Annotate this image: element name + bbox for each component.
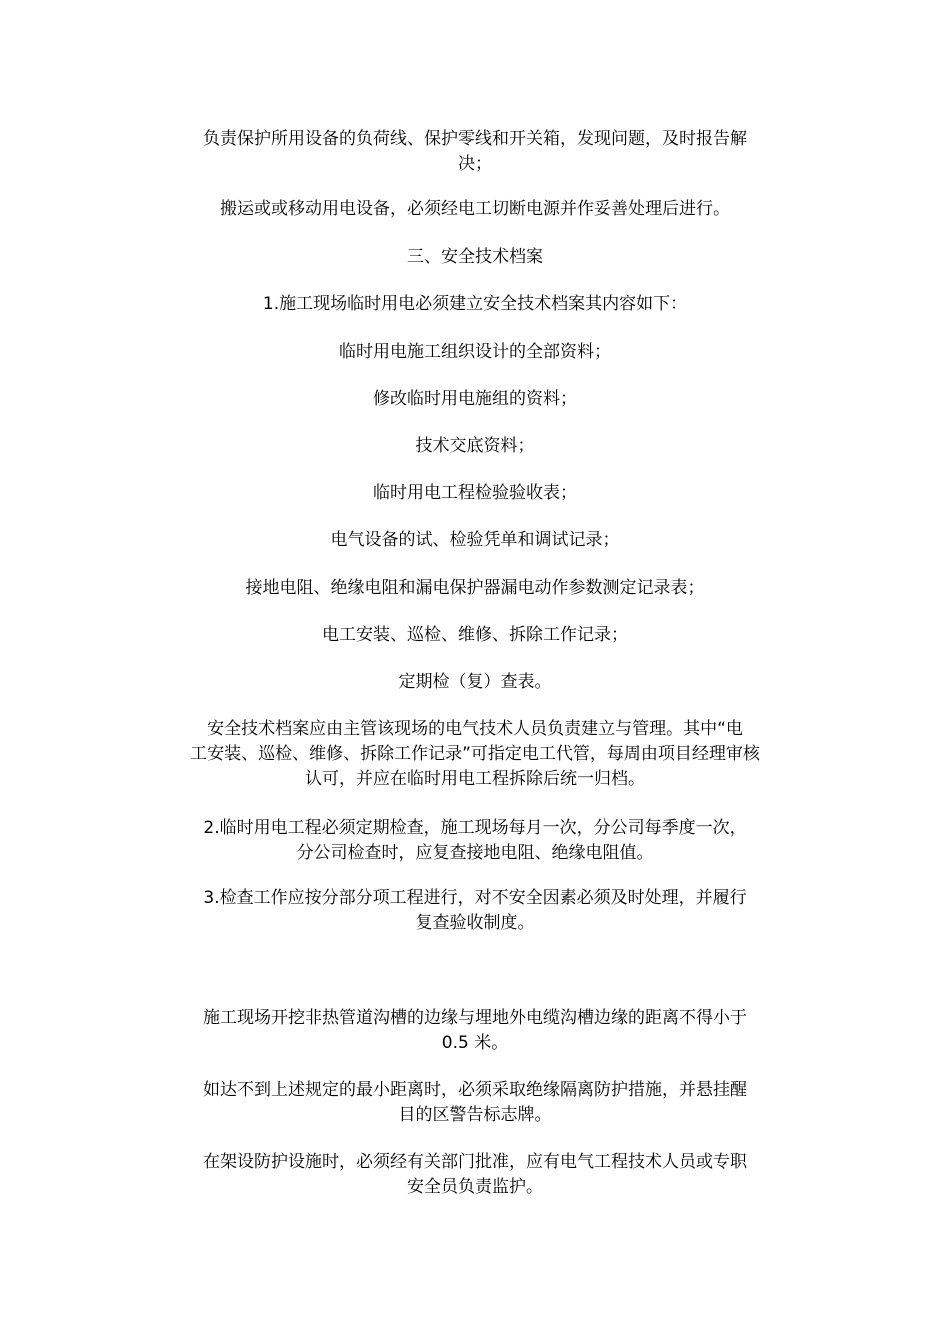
- list-item: 技术交底资料；: [415, 436, 535, 456]
- paragraph-line: 决；: [458, 154, 492, 174]
- list-item: 修改临时用电施组的资料；: [373, 389, 577, 409]
- list-item: 电工安装、巡检、维修、拆除工作记录；: [322, 625, 628, 645]
- paragraph-line: 在架设防护设施时，必须经有关部门批准，应有电气工程技术人员或专职: [203, 1152, 747, 1172]
- paragraph-trench-distance: [150, 1006, 800, 1056]
- paragraph-line: 认可，并应在临时用电工程拆除后统一归档。: [305, 769, 645, 789]
- list-item: 接地电阻、绝缘电阻和漏电保护器漏电动作参数测定记录表；: [245, 578, 705, 598]
- paragraph-supervision: [150, 1150, 800, 1200]
- paragraph-line: 0.5 米。: [441, 1033, 509, 1053]
- paragraph-line: 施工现场开挖非热管道沟槽的边缘与埋地外电缆沟槽边缘的距离不得小于: [203, 1008, 747, 1028]
- paragraph-line: 目的区警告标志牌。: [398, 1105, 552, 1125]
- paragraph-equipment-protection: [150, 127, 800, 177]
- paragraph-line: 复查验收制度。: [415, 913, 535, 933]
- paragraph-archive-management: [130, 717, 820, 792]
- paragraph-line: 分公司检查时，应复查接地电阻、绝缘电阻值。: [296, 843, 654, 863]
- list-item: 电气设备的试、检验凭单和调试记录；: [330, 530, 620, 550]
- paragraph-moving-equipment: 搬运或或移动用电设备，必须经电工切断电源并作妥善处理后进行。: [220, 199, 730, 219]
- paragraph-line: 工安装、巡检、维修、拆除工作记录”可指定电工代管，每周由项目经理审核: [190, 744, 760, 764]
- item-3-paragraph: [150, 886, 800, 936]
- item-1-heading: 1.施工现场临时用电必须建立安全技术档案其内容如下：: [262, 294, 688, 314]
- list-item: 定期检（复）查表。: [398, 672, 552, 692]
- paragraph-line: 如达不到上述规定的最小距离时，必须采取绝缘隔离防护措施，并悬挂醒: [203, 1080, 747, 1100]
- list-item: 临时用电施工组织设计的全部资料；: [339, 342, 611, 362]
- paragraph-line: 3.检查工作应按分部分项工程进行，对不安全因素必须及时处理，并履行: [203, 888, 747, 908]
- item-2-paragraph: [150, 816, 800, 866]
- paragraph-isolation-measures: [150, 1078, 800, 1128]
- paragraph-line: 负责保护所用设备的负荷线、保护零线和开关箱，发现问题，及时报告解: [203, 129, 747, 149]
- list-item: 临时用电工程检验验收表；: [373, 483, 577, 503]
- paragraph-line: 安全员负责监护。: [407, 1177, 543, 1197]
- paragraph-line: 2.临时用电工程必须定期检查，施工现场每月一次，分公司每季度一次，: [203, 818, 747, 838]
- paragraph-line: 安全技术档案应由主管该现场的电气技术人员负责建立与管理。其中“电: [207, 719, 743, 739]
- section-heading: 三、安全技术档案: [407, 247, 543, 267]
